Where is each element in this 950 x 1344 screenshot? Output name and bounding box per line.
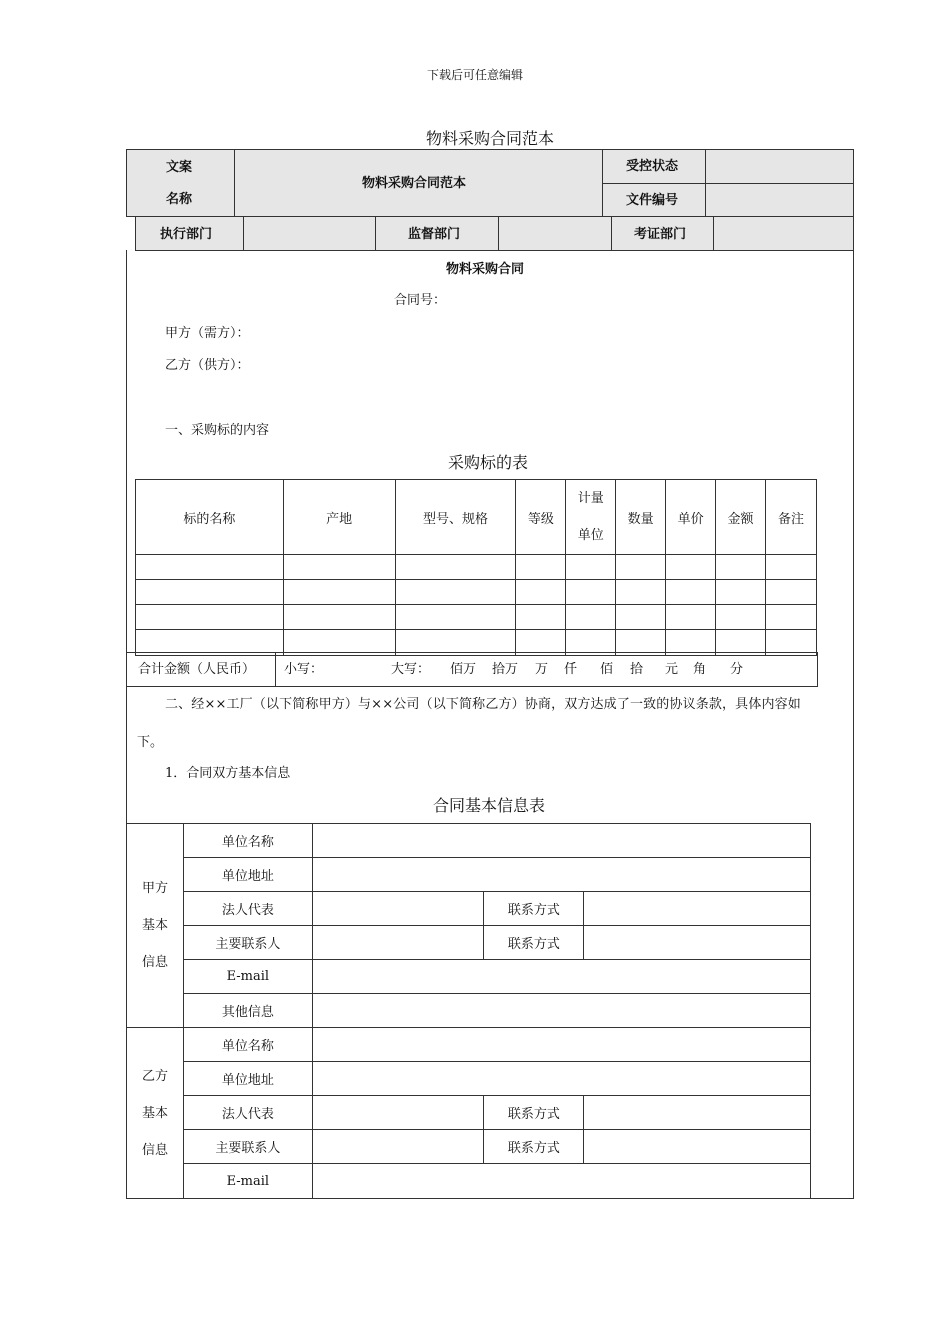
party-b-contact-method-2-label: 联系方式 xyxy=(484,1130,584,1164)
supervise-dept-label: 监督部门 xyxy=(408,227,461,242)
party-b-main-contact-field[interactable] xyxy=(312,1130,484,1164)
small-amount-label: 小写： xyxy=(284,662,324,677)
party-a-contact-method-label: 联系方式 xyxy=(484,892,584,926)
col-header-grade: 等级 xyxy=(516,480,566,555)
party-a-main-contact-label: 主要联系人 xyxy=(183,926,312,960)
table-cell[interactable] xyxy=(136,580,284,605)
table-cell[interactable] xyxy=(616,605,666,630)
col-header-quantity: 数量 xyxy=(616,480,666,555)
doc-name-label-1: 文案 xyxy=(166,160,193,175)
party-a-unit-name-field[interactable] xyxy=(312,824,810,858)
table-cell[interactable] xyxy=(716,580,766,605)
col-header-item-name: 标的名称 xyxy=(136,480,284,555)
table-cell[interactable] xyxy=(283,580,395,605)
table-cell[interactable] xyxy=(516,605,566,630)
unit-bai-wan: 佰万 xyxy=(450,662,477,677)
table-cell[interactable] xyxy=(765,605,816,630)
party-b-contact-method-label: 联系方式 xyxy=(484,1096,584,1130)
table-cell[interactable] xyxy=(716,555,766,580)
unit-yuan: 元 xyxy=(665,662,679,677)
col-header-unit-of-measure xyxy=(566,480,616,555)
party-b-contact-method-2-field[interactable] xyxy=(584,1130,811,1164)
party-a-main-contact-field[interactable] xyxy=(312,926,484,960)
table-cell[interactable] xyxy=(516,555,566,580)
table-cell[interactable] xyxy=(765,555,816,580)
table-cell[interactable] xyxy=(566,555,616,580)
contract-number-label: 合同号： xyxy=(394,293,447,308)
table-row xyxy=(136,605,817,630)
col-header-amount: 金额 xyxy=(716,480,766,555)
party-b-group-line-2: 基本 xyxy=(141,1105,168,1121)
subsection-1-heading: 1．合同双方基本信息 xyxy=(165,766,291,781)
control-status-label: 受控状态 xyxy=(626,159,679,174)
party-a-email-label: E-mail xyxy=(183,960,312,994)
col-header-unit-price: 单价 xyxy=(666,480,716,555)
table-row xyxy=(136,580,817,605)
section-2-line-1: 二、经××工厂（以下简称甲方）与××公司（以下简称乙方）协商，双方达成了一致的协议条款，具体内容如 xyxy=(165,697,801,712)
party-a-label: 甲方（需方）： xyxy=(165,326,250,341)
contract-info-table xyxy=(126,823,811,1199)
col-header-unit-line-2: 单位 xyxy=(577,528,604,543)
table-cell[interactable] xyxy=(395,555,516,580)
party-a-group-label xyxy=(127,824,184,1028)
party-a-other-info-field[interactable] xyxy=(312,994,810,1028)
party-a-other-info-label: 其他信息 xyxy=(183,994,312,1028)
table-cell[interactable] xyxy=(765,580,816,605)
table-cell[interactable] xyxy=(283,555,395,580)
party-b-email-label: E-mail xyxy=(183,1164,312,1199)
section-1-heading: 一、采购标的内容 xyxy=(165,423,270,438)
party-a-group-line-1: 甲方 xyxy=(141,881,168,896)
col-header-model-spec: 型号、规格 xyxy=(395,480,516,555)
table-cell[interactable] xyxy=(566,605,616,630)
big-amount-label: 大写： xyxy=(391,662,431,677)
table-cell[interactable] xyxy=(616,580,666,605)
unit-wan: 万 xyxy=(535,662,549,677)
party-a-legal-rep-label: 法人代表 xyxy=(183,892,312,926)
col-header-remarks: 备注 xyxy=(765,480,816,555)
purchase-items-table xyxy=(135,479,817,656)
party-a-group-line-2: 基本 xyxy=(141,918,168,933)
table-cell[interactable] xyxy=(566,580,616,605)
unit-shi: 拾 xyxy=(630,662,644,677)
col-header-unit-line-1: 计量 xyxy=(577,491,604,506)
party-b-group-line-1: 乙方 xyxy=(141,1068,168,1084)
party-b-group-label xyxy=(127,1028,184,1199)
party-b-main-contact-label: 主要联系人 xyxy=(183,1130,312,1164)
unit-jiao: 角 xyxy=(693,662,707,677)
col-header-origin: 产地 xyxy=(283,480,395,555)
party-b-unit-address-label: 单位地址 xyxy=(183,1062,312,1096)
contract-title: 物料采购合同 xyxy=(446,262,525,277)
party-b-unit-name-field[interactable] xyxy=(312,1028,810,1062)
table-cell[interactable] xyxy=(136,605,284,630)
table-cell[interactable] xyxy=(666,555,716,580)
table-cell[interactable] xyxy=(616,555,666,580)
table-cell[interactable] xyxy=(395,605,516,630)
party-a-contact-method-2-field[interactable] xyxy=(584,926,811,960)
table-row xyxy=(136,555,817,580)
party-b-legal-rep-field[interactable] xyxy=(312,1096,484,1130)
table-cell[interactable] xyxy=(666,580,716,605)
party-b-group-line-3: 信息 xyxy=(141,1142,168,1158)
doc-name-label-2: 名称 xyxy=(166,192,193,207)
table-cell[interactable] xyxy=(666,605,716,630)
party-a-unit-address-field[interactable] xyxy=(312,858,810,892)
section-2-line-2: 下。 xyxy=(137,735,164,750)
verify-dept-label: 考证部门 xyxy=(634,227,687,242)
file-number-label: 文件编号 xyxy=(626,193,679,208)
table-cell[interactable] xyxy=(283,605,395,630)
party-b-contact-method-field[interactable] xyxy=(584,1096,811,1130)
unit-bai: 佰 xyxy=(600,662,614,677)
party-a-contact-method-field[interactable] xyxy=(584,892,811,926)
table-1-title: 采购标的表 xyxy=(448,453,529,472)
doc-name-value: 物料采购合同范本 xyxy=(362,176,467,191)
party-a-group-line-3: 信息 xyxy=(141,955,168,970)
party-b-legal-rep-label: 法人代表 xyxy=(183,1096,312,1130)
document-title: 物料采购合同范本 xyxy=(425,129,554,148)
total-amount-label: 合计金额（人民币） xyxy=(138,662,256,677)
party-a-email-field[interactable] xyxy=(312,960,810,994)
party-b-email-field[interactable] xyxy=(312,1164,810,1199)
party-a-legal-rep-field[interactable] xyxy=(312,892,484,926)
party-a-unit-address-label: 单位地址 xyxy=(183,858,312,892)
party-b-label: 乙方（供方）： xyxy=(165,358,250,373)
party-a-unit-name-label: 单位名称 xyxy=(183,824,312,858)
unit-qian: 仟 xyxy=(564,662,578,677)
exec-dept-label: 执行部门 xyxy=(160,227,213,242)
unit-fen: 分 xyxy=(730,662,744,677)
party-a-contact-method-2-label: 联系方式 xyxy=(484,926,584,960)
header-note: 下载后可任意编辑 xyxy=(426,68,523,82)
unit-shi-wan: 拾万 xyxy=(492,662,519,677)
table-cell[interactable] xyxy=(136,555,284,580)
table-cell[interactable] xyxy=(395,580,516,605)
table-cell[interactable] xyxy=(716,605,766,630)
table-cell[interactable] xyxy=(516,580,566,605)
table-2-title: 合同基本信息表 xyxy=(433,796,546,815)
party-b-unit-address-field[interactable] xyxy=(312,1062,810,1096)
party-b-unit-name-label: 单位名称 xyxy=(183,1028,312,1062)
